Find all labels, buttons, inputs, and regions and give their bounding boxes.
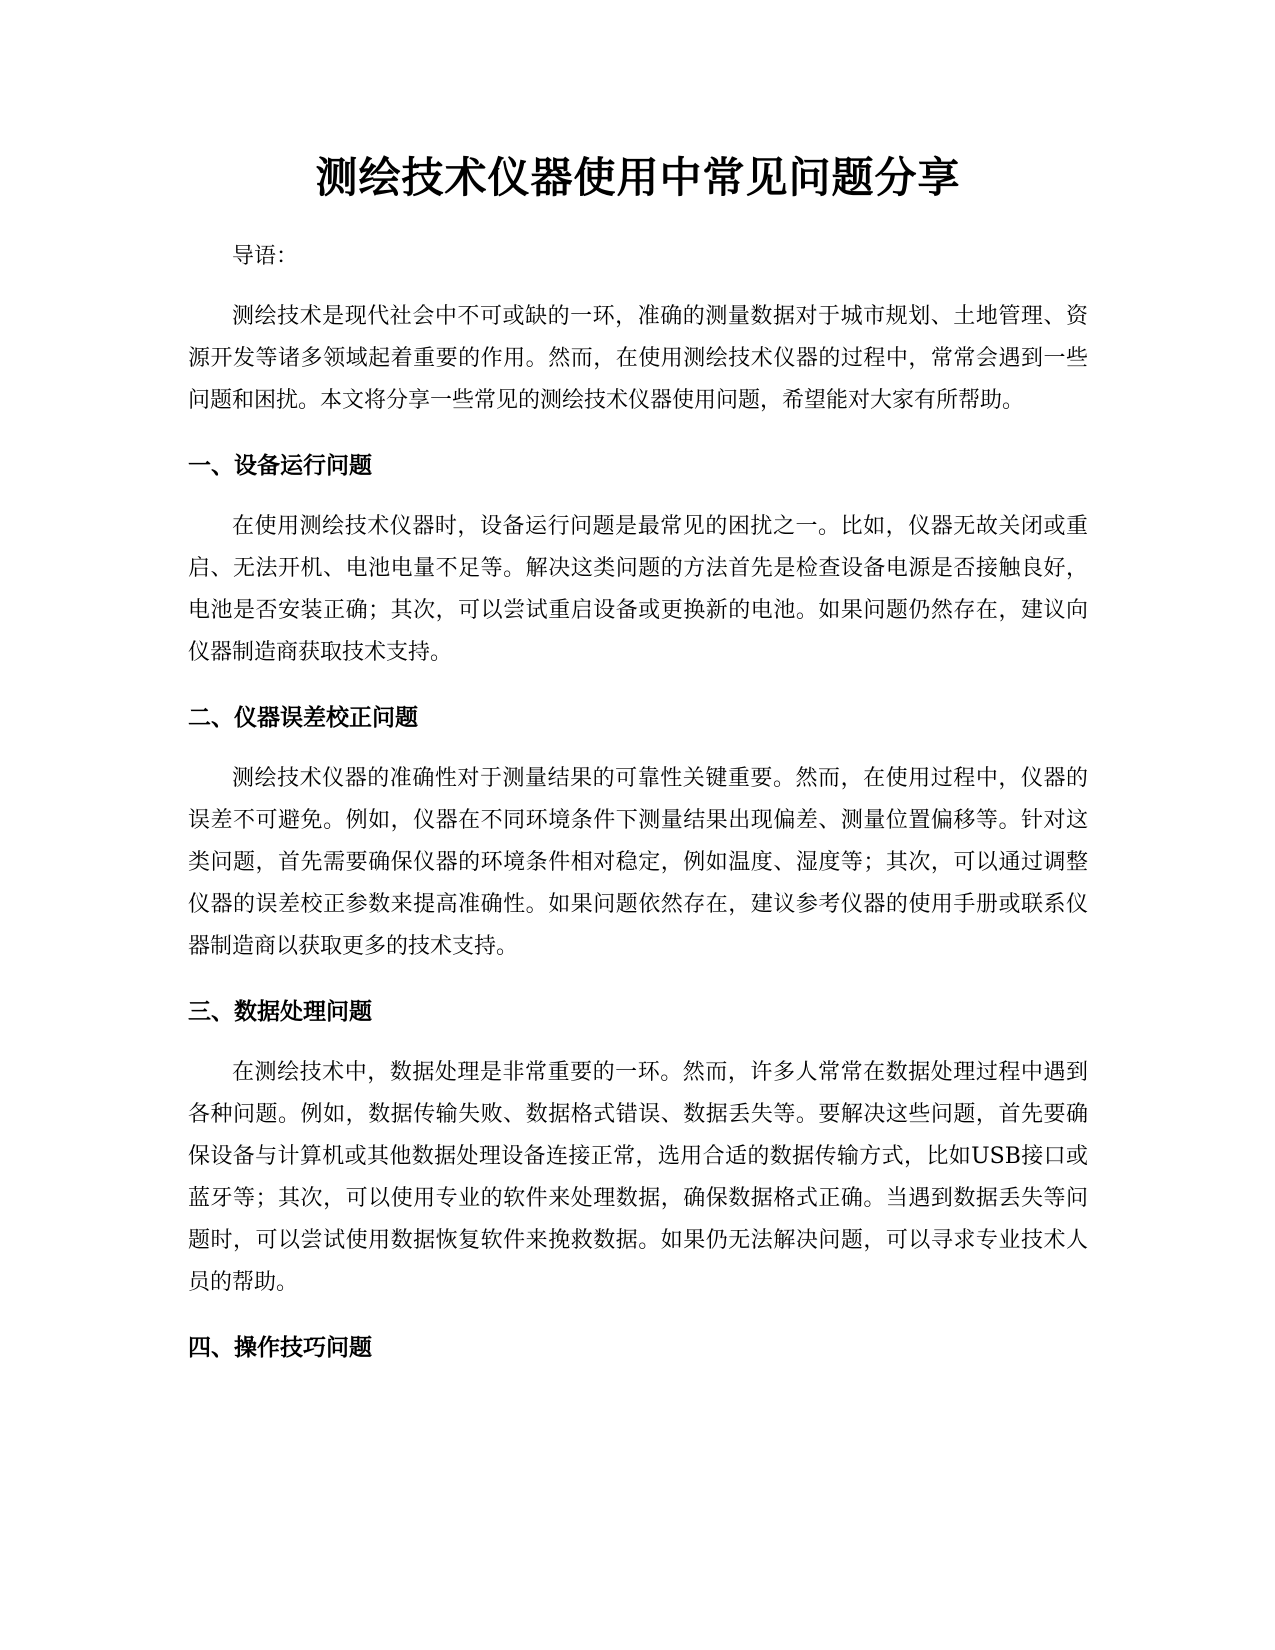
document-title: 测绘技术仪器使用中常见问题分享 xyxy=(315,153,961,202)
section-paragraph-equipment: 在使用测绘技术仪器时，设备运行问题是最常见的困扰之一。比如，仪器无故关闭或重启、无法开机、电池电量不足等。解决这类问题的方法首先是检查设备电源是否接触良好，电池是否安装正确；其次，可以尝试重启设备或更换新的电池。如果问题仍然存在，建议向仪器制造商获取技术支持。 xyxy=(188,514,1088,665)
section-heading-data-processing: 三、数据处理问题 xyxy=(188,999,372,1025)
section-heading-operation-skills: 四、操作技巧问题 xyxy=(188,1335,372,1361)
section-paragraph-data-processing: 在测绘技术中，数据处理是非常重要的一环。然而，许多人常常在数据处理过程中遇到各种问题。例如，数据传输失败、数据格式错误、数据丢失等。要解决这些问题，首先要确保设备与计算机或其他数据处理设备连接正常，选用合适的数据传输方式，比如USB接口或蓝牙等；其次，可以使用专业的软件来处理数据，确保数据格式正确。当遇到数据丢失等问题时，可以尝试使用数据恢复软件来挽救数据。如果仍无法解决问题，可以寻求专业技术人员的帮助。 xyxy=(188,1060,1088,1295)
section-heading-equipment: 一、设备运行问题 xyxy=(188,453,372,479)
intro-paragraph: 测绘技术是现代社会中不可或缺的一环，准确的测量数据对于城市规划、土地管理、资源开发等诸多领域起着重要的作用。然而，在使用测绘技术仪器的过程中，常常会遇到一些问题和困扰。本文将分享一些常见的测绘技术仪器使用问题，希望能对大家有所帮助。 xyxy=(188,304,1088,413)
intro-label: 导语： xyxy=(232,244,299,269)
section-heading-calibration: 二、仪器误差校正问题 xyxy=(188,705,418,731)
section-paragraph-calibration: 测绘技术仪器的准确性对于测量结果的可靠性关键重要。然而，在使用过程中，仪器的误差不可避免。例如，仪器在不同环境条件下测量结果出现偏差、测量位置偏移等。针对这类问题，首先需要确保仪器的环境条件相对稳定，例如温度、湿度等；其次，可以通过调整仪器的误差校正参数来提高准确性。如果问题依然存在，建议参考仪器的使用手册或联系仪器制造商以获取更多的技术支持。 xyxy=(188,766,1088,959)
document-content xyxy=(188,142,1088,1370)
